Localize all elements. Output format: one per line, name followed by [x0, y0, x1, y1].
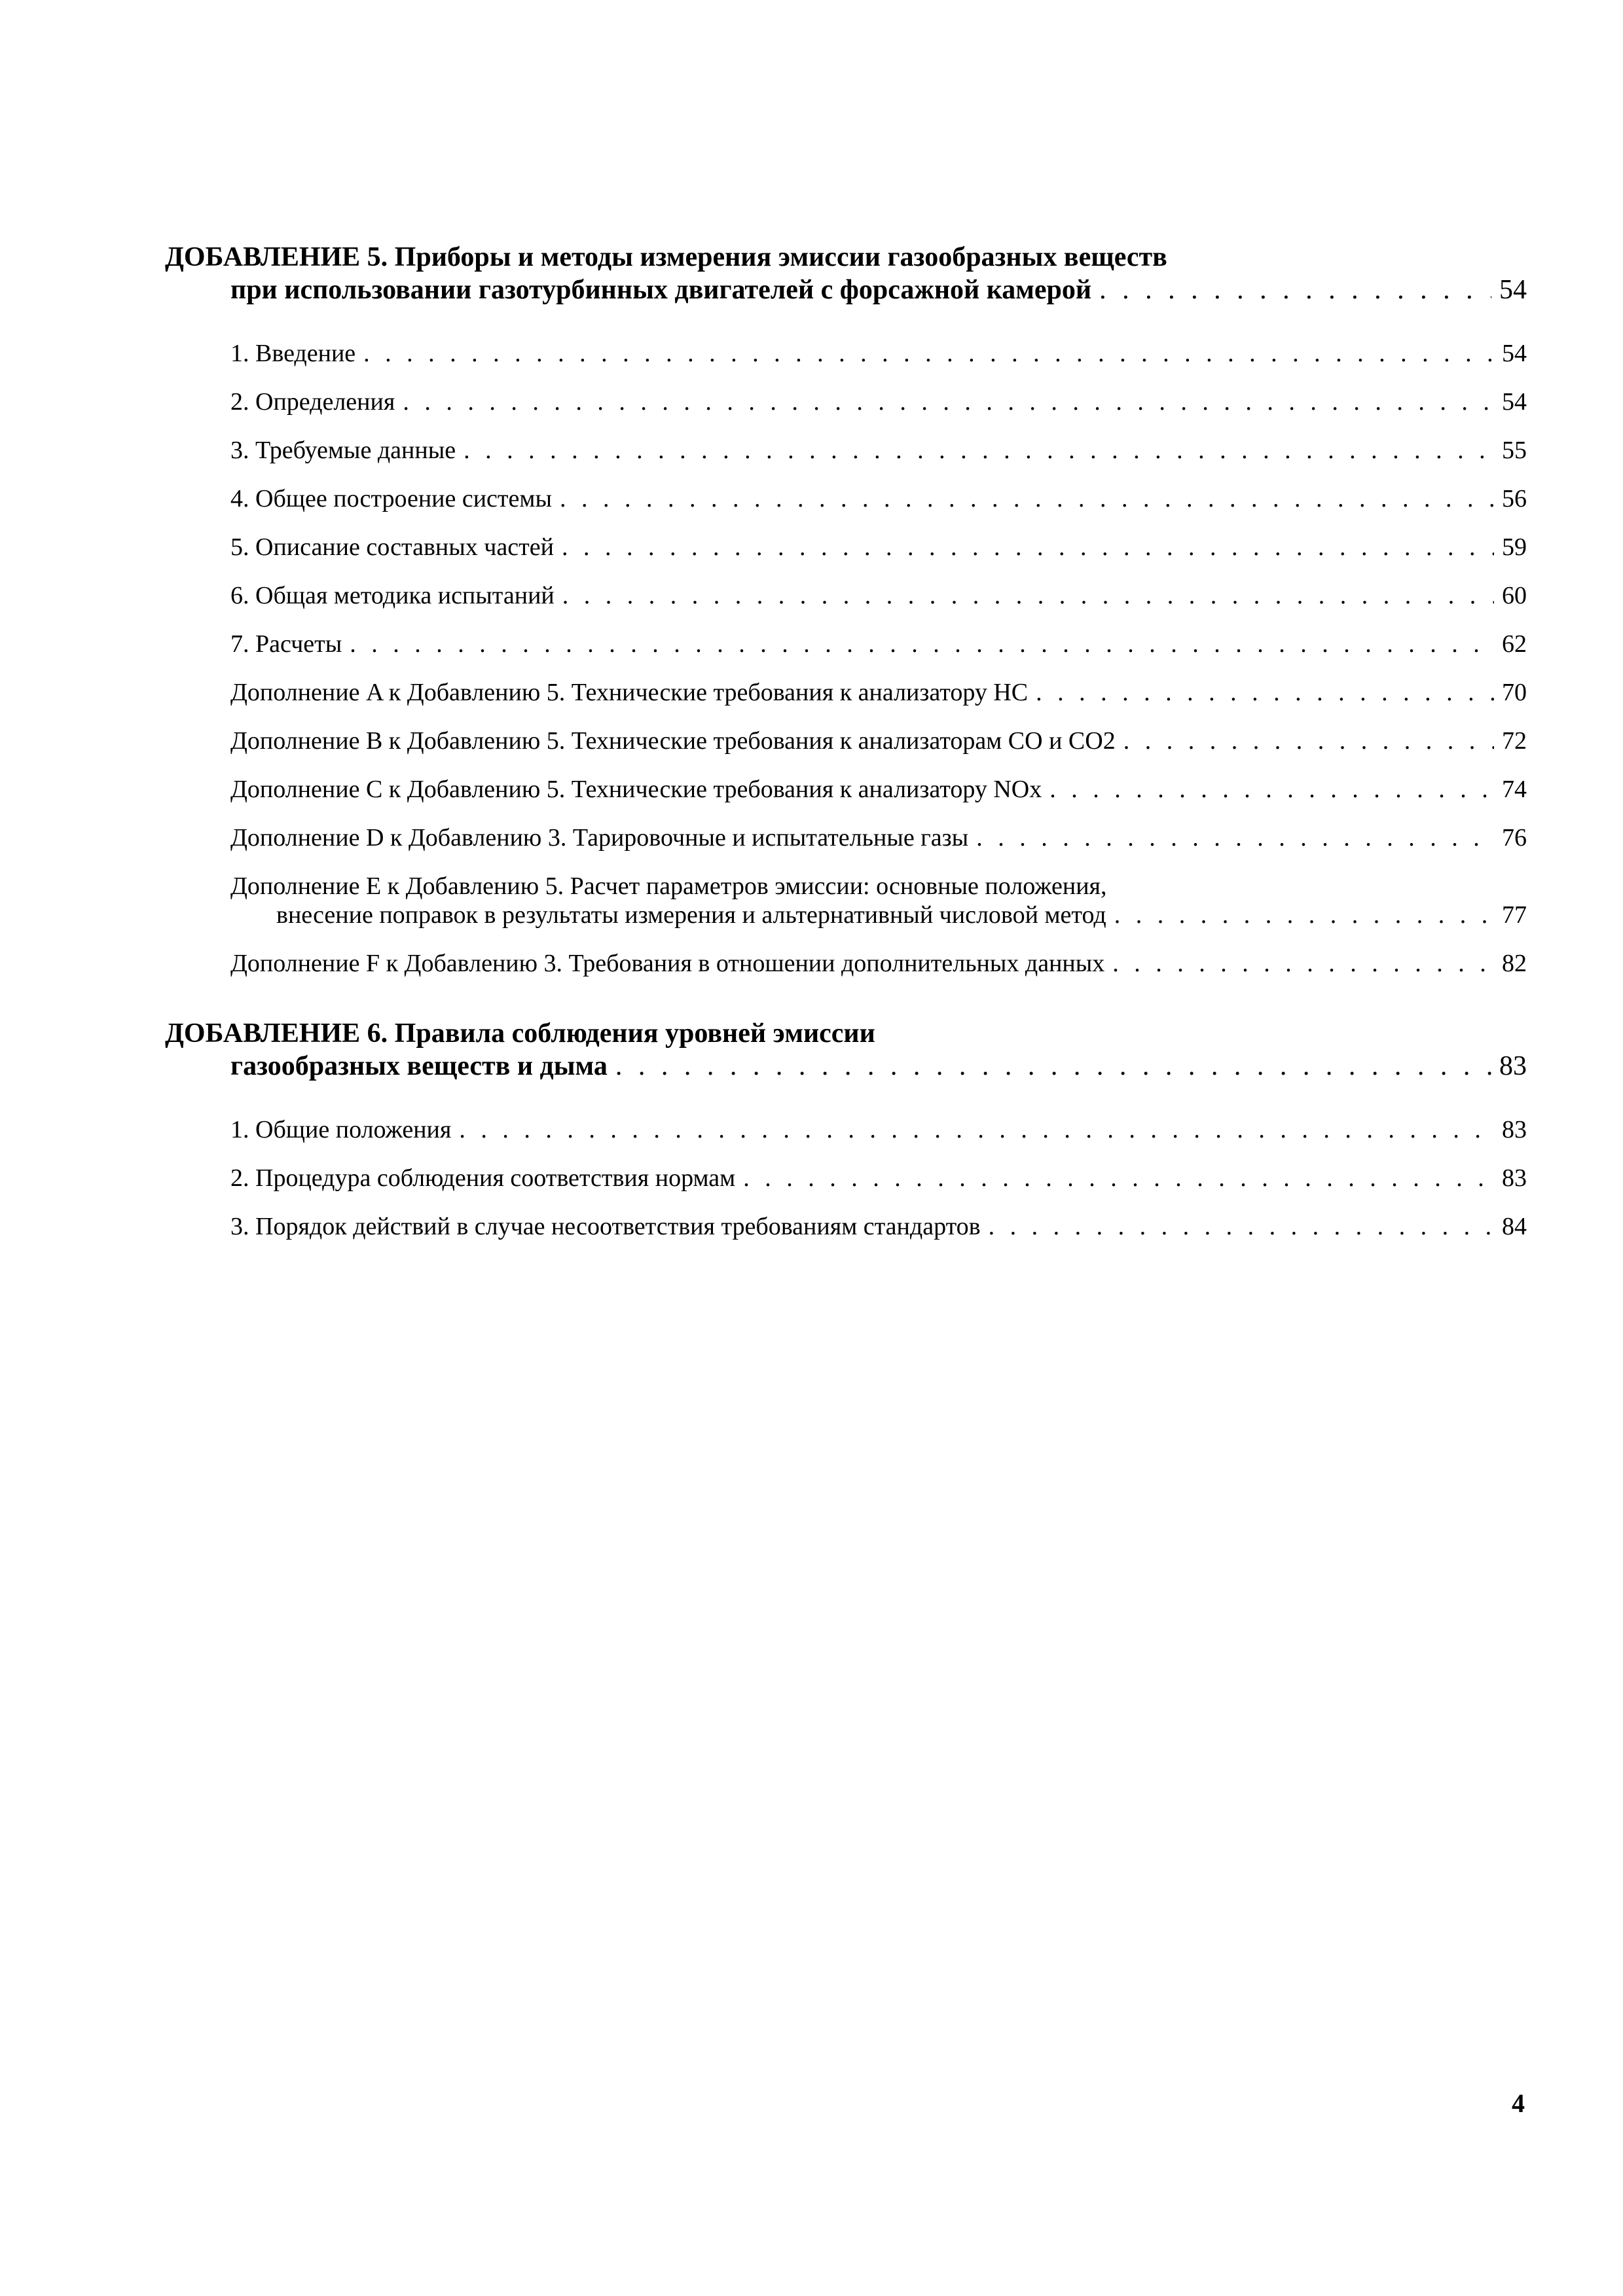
toc-section — [165, 241, 1527, 978]
dot-leader — [1112, 949, 1494, 978]
toc-entry[interactable] — [230, 949, 1527, 978]
toc-entry[interactable] — [230, 872, 1527, 929]
toc-entry[interactable] — [230, 484, 1527, 513]
toc-entry-title: 6. Общая методика испытаний — [230, 582, 555, 609]
dot-leader — [459, 1115, 1494, 1144]
toc-entry-page: 76 — [1502, 824, 1527, 852]
dot-leader — [1123, 726, 1494, 755]
toc-entry-page: 56 — [1502, 485, 1527, 512]
section-title-line2: при использовании газотурбинных двигателей с форсажной камерой — [230, 275, 1092, 305]
dot-leader — [562, 533, 1494, 562]
section-heading[interactable] — [165, 241, 1527, 306]
toc-entry-page: 59 — [1502, 533, 1527, 561]
toc-entry-title: 2. Процедура соблюдения соответствия нормам — [230, 1164, 736, 1192]
toc-entry-page: 72 — [1502, 727, 1527, 755]
dot-leader — [1036, 678, 1494, 707]
toc-entry-page: 62 — [1502, 630, 1527, 658]
toc-entry-title: 4. Общее построение системы — [230, 485, 552, 512]
toc-entry-title: 3. Порядок действий в случае несоответствия требованиям стандартов — [230, 1213, 981, 1240]
toc-entry-page: 83 — [1502, 1164, 1527, 1192]
toc-entry-title: Дополнение C к Добавлению 5. Технические требования к анализатору NOx — [230, 776, 1042, 803]
toc-entry-title: Дополнение D к Добавлению 3. Тарировочные и испытательные газы — [230, 824, 969, 852]
dot-leader — [976, 823, 1494, 852]
toc-section — [165, 1017, 1527, 1241]
toc-entry[interactable] — [230, 339, 1527, 368]
toc-entry-page: 54 — [1502, 388, 1527, 416]
page-number: 4 — [1512, 2089, 1525, 2118]
section-title-line1: ДОБАВЛЕНИЕ 5. Приборы и методы измерения эмиссии газообразных веществ — [165, 242, 1167, 272]
toc-entry[interactable] — [230, 581, 1527, 610]
toc-items — [165, 339, 1527, 978]
toc-entry[interactable] — [230, 630, 1527, 658]
dot-leader — [403, 387, 1494, 416]
section-heading[interactable] — [165, 1017, 1527, 1083]
table-of-contents — [165, 241, 1527, 1280]
toc-entry-title: 7. Расчеты — [230, 630, 342, 658]
section-page-number: 83 — [1499, 1051, 1527, 1081]
toc-entry-title: Дополнение E к Добавлению 5. Расчет параметров эмиссии: основные положения, — [230, 872, 1107, 900]
dot-leader — [363, 339, 1494, 368]
toc-entry-page: 74 — [1502, 776, 1527, 803]
dot-leader — [562, 581, 1494, 610]
toc-entry-title: 5. Описание составных частей — [230, 533, 554, 561]
toc-entry-title: 1. Введение — [230, 340, 356, 367]
toc-entry[interactable] — [230, 678, 1527, 707]
toc-entry-title: Дополнение F к Добавлению 3. Требования в отношении дополнительных данных — [230, 950, 1105, 977]
toc-entry-title: 3. Требуемые данные — [230, 437, 456, 464]
toc-entry-page: 77 — [1502, 901, 1527, 929]
dot-leader — [1114, 901, 1494, 929]
toc-entry[interactable] — [230, 1164, 1527, 1193]
toc-entry-page: 54 — [1502, 340, 1527, 367]
toc-entry-page: 82 — [1502, 950, 1527, 977]
section-title-line2: газообразных веществ и дыма — [230, 1051, 608, 1081]
toc-entry-title: 1. Общие положения — [230, 1116, 452, 1143]
dot-leader — [1099, 274, 1491, 306]
dot-leader — [350, 630, 1494, 658]
toc-entry[interactable] — [230, 1115, 1527, 1144]
dot-leader — [464, 436, 1494, 465]
toc-entry-page: 55 — [1502, 437, 1527, 464]
toc-entry-title: 2. Определения — [230, 388, 395, 416]
toc-entry[interactable] — [230, 387, 1527, 416]
toc-entry-title: Дополнение B к Добавлению 5. Технические требования к анализаторам CO и CO2 — [230, 727, 1116, 755]
dot-leader — [989, 1212, 1494, 1241]
toc-entry[interactable] — [230, 775, 1527, 804]
toc-entry[interactable] — [230, 1212, 1527, 1241]
section-title-line1: ДОБАВЛЕНИЕ 6. Правила соблюдения уровней эмиссии — [165, 1018, 875, 1049]
toc-entry-page: 70 — [1502, 679, 1527, 706]
toc-entry-title: Дополнение A к Добавлению 5. Технические требования к анализатору HC — [230, 679, 1029, 706]
toc-entry[interactable] — [230, 533, 1527, 562]
toc-items — [165, 1115, 1527, 1241]
toc-entry[interactable] — [230, 436, 1527, 465]
section-page-number: 54 — [1499, 275, 1527, 305]
toc-entry-title-cont: внесение поправок в результаты измерения и альтернативный числовой метод — [276, 901, 1106, 929]
toc-entry[interactable] — [230, 726, 1527, 755]
dot-leader — [560, 484, 1494, 513]
dot-leader — [743, 1164, 1494, 1193]
toc-entry-page: 60 — [1502, 582, 1527, 609]
toc-entry-page: 84 — [1502, 1213, 1527, 1240]
dot-leader — [615, 1050, 1491, 1083]
toc-entry-page: 83 — [1502, 1116, 1527, 1143]
toc-entry[interactable] — [230, 823, 1527, 852]
dot-leader — [1049, 775, 1494, 804]
